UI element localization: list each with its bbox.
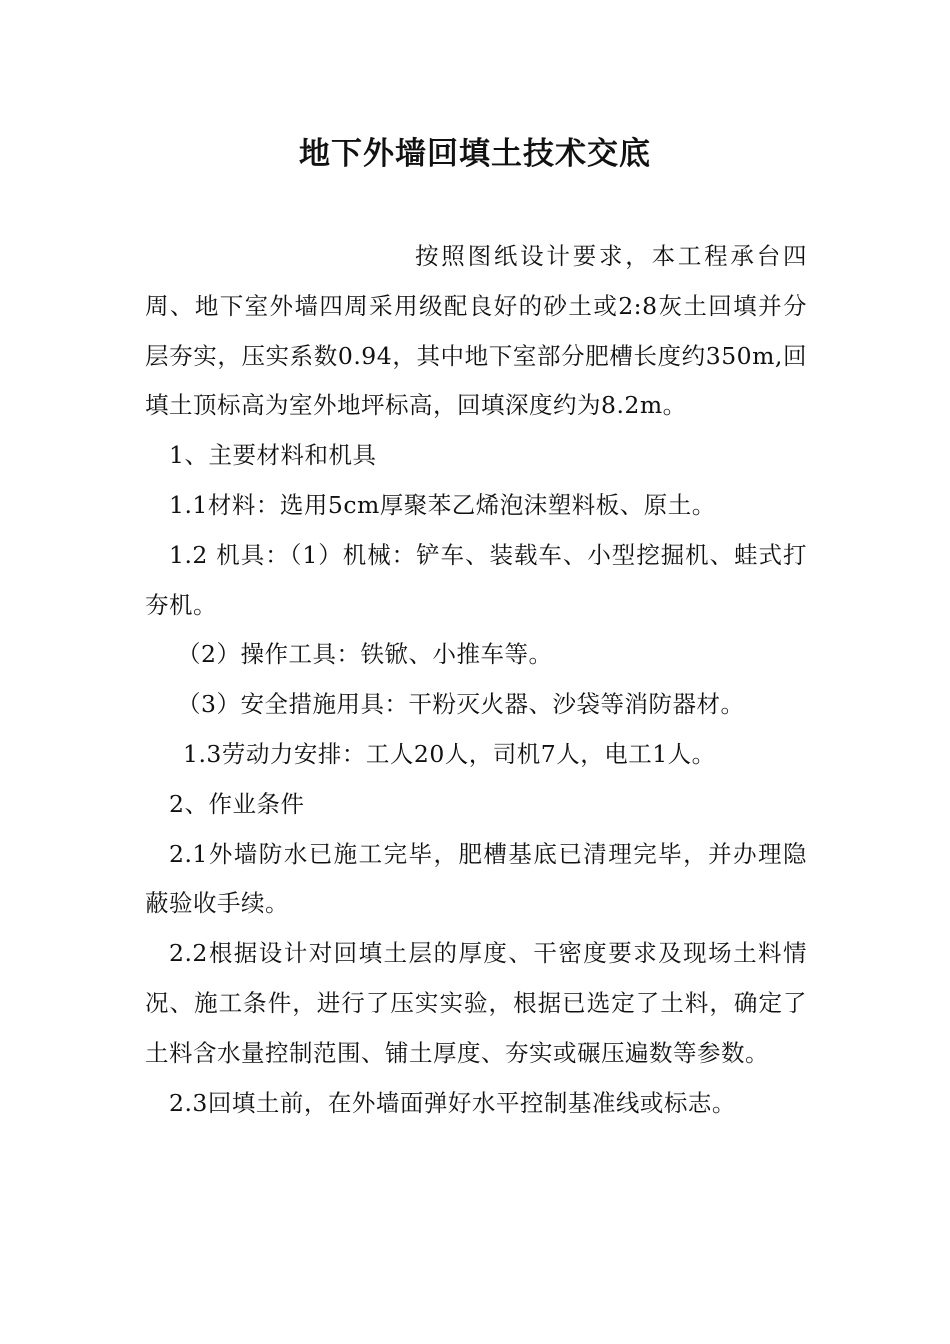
materials-paragraph: 1.1材料：选用5cm厚聚苯乙烯泡沫塑料板、原土。 [169, 490, 716, 519]
safety-tools-paragraph: （3）安全措施用具：干粉灭火器、沙袋等消防器材。 [177, 690, 745, 719]
condition-2-2-paragraph: 2.2根据设计对回填土层的厚度、干密度要求及现场土料情况、施工条件，进行了压实实验，根据已选定了土料，确定了土料含水量控制范围、铺土厚度、夯实或碾压遍数等参数。 [145, 939, 807, 1067]
section-heading-work-conditions: 2、作业条件 [169, 789, 305, 818]
labor-paragraph: 1.3劳动力安排：工人20人，司机7人，电工1人。 [183, 739, 716, 768]
condition-2-3-paragraph: 2.3回填土前，在外墙面弹好水平控制基准线或标志。 [169, 1088, 736, 1117]
document-title: 地下外墙回填土技术交底 [299, 136, 651, 172]
operating-tools-paragraph: （2）操作工具：铁锨、小推车等。 [177, 640, 553, 669]
tools-paragraph: 1.2 机具：（1）机械：铲车、装载车、小型挖掘机、蛙式打夯机。 [145, 540, 807, 619]
condition-2-1-paragraph: 2.1外墙防水已施工完毕，肥槽基底已清理完毕，并办理隐蔽验收手续。 [145, 839, 807, 918]
document-body [145, 232, 807, 1128]
intro-paragraph: 按照图纸设计要求，本工程承台四周、地下室外墙四周采用级配良好的砂土或2:8灰土回填并分层夯实，压实系数0.94，其中地下室部分肥槽长度约350m,回填土顶标高为室外地坪标高，回填深度约为8.2m。 [145, 242, 807, 420]
section-heading-materials-tools: 1、主要材料和机具 [169, 441, 377, 470]
